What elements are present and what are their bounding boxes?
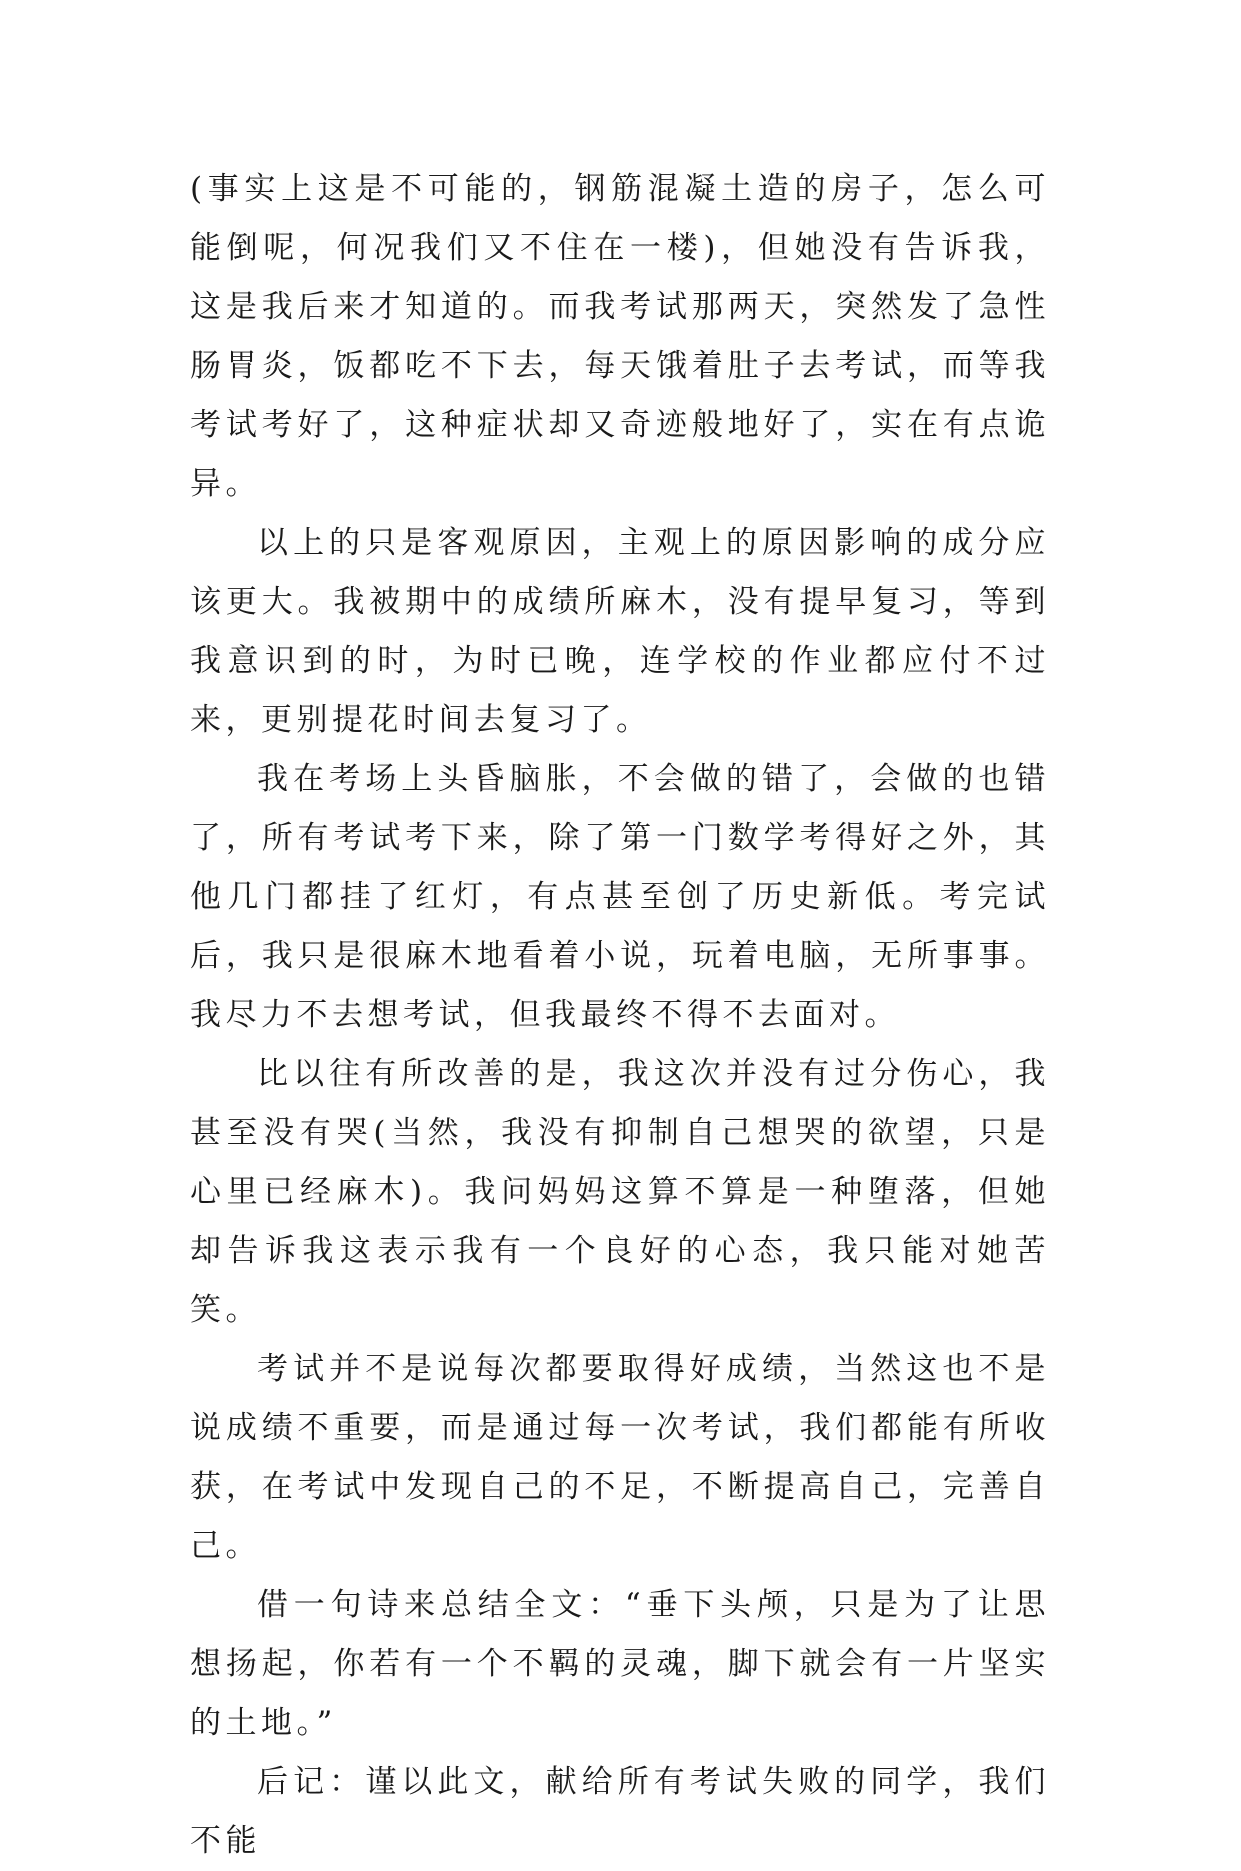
document-body — [190, 160, 1050, 1871]
paragraph-2: 以上的只是客观原因，主观上的原因影响的成分应该更大。我被期中的成绩所麻木，没有提早复习，等到我意识到的时，为时已晚，连学校的作业都应付不过来，更别提花时间去复习了。 — [190, 525, 1050, 738]
paragraph-4: 比以往有所改善的是，我这次并没有过分伤心，我甚至没有哭(当然，我没有抑制自己想哭的欲望，只是心里已经麻木)。我问妈妈这算不算是一种堕落，但她却告诉我这表示我有一个良好的心态，我只能对她苦笑。 — [190, 1056, 1050, 1328]
paragraph-1: (事实上这是不可能的，钢筋混凝土造的房子，怎么可能倒呢，何况我们又不住在一楼)，但她没有告诉我，这是我后来才知道的。而我考试那两天，突然发了急性肠胃炎，饭都吃不下去，每天饿着肚子去考试，而等我考试考好了，这种症状却又奇迹般地好了，实在有点诡异。 — [190, 171, 1050, 502]
paragraph-6: 借一句诗来总结全文：“垂下头颅，只是为了让思想扬起，你若有一个不羁的灵魂，脚下就会有一片坚实的土地。” — [190, 1587, 1050, 1741]
paragraph-5: 考试并不是说每次都要取得好成绩，当然这也不是说成绩不重要，而是通过每一次考试，我们都能有所收获，在考试中发现自己的不足，不断提高自己，完善自己。 — [190, 1351, 1050, 1564]
paragraph-7: 后记：谨以此文，献给所有考试失败的同学，我们不能 — [190, 1764, 1050, 1859]
paragraph-3: 我在考场上头昏脑胀，不会做的错了，会做的也错了，所有考试考下来，除了第一门数学考得好之外，其他几门都挂了红灯，有点甚至创了历史新低。考完试后，我只是很麻木地看着小说，玩着电脑，无所事事。我尽力不去想考试，但我最终不得不去面对。 — [190, 761, 1050, 1033]
